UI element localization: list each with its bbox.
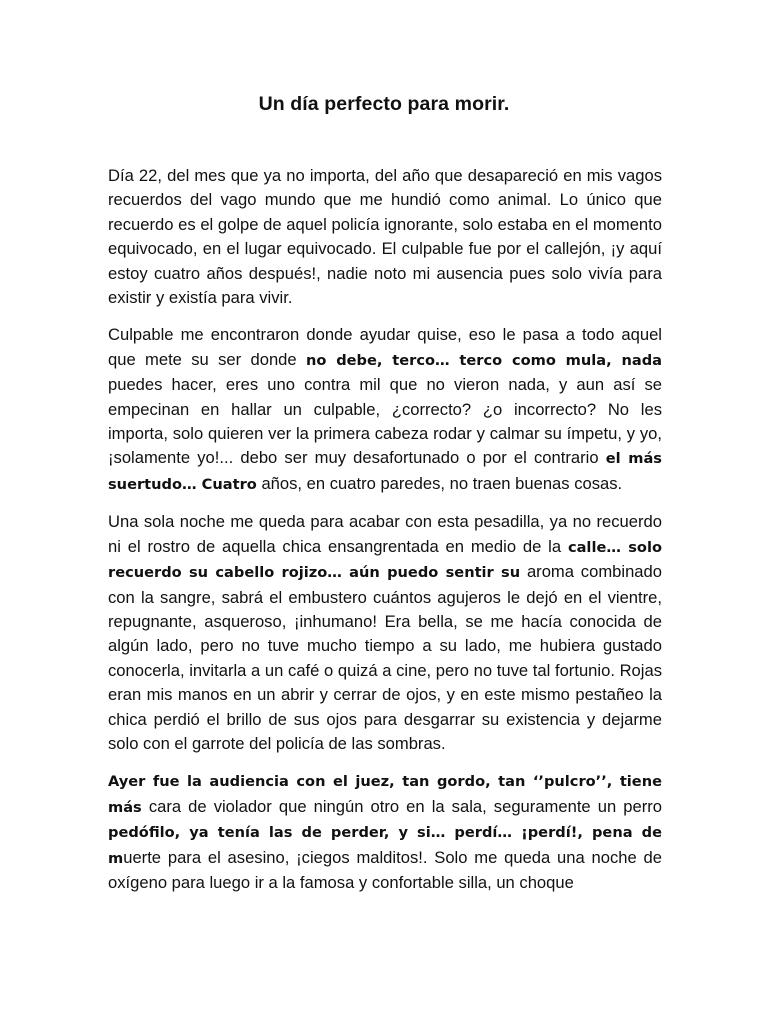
bold-text-run: el más suertudo… Cuatro [108,450,662,493]
bold-text-run: pedófilo, ya tenía las de perder, y si… perdí… ¡perdí!, pena de m [108,824,662,867]
paragraph [108,769,662,895]
text-run: Culpable me encontraron donde ayudar quise, eso le pasa a todo aquel que mete su ser donde [108,325,662,369]
paragraph [108,164,662,310]
text-run: aroma combinado con la sangre, sabrá el embustero cuántos agujeros le dejó en el vientre, repugnante, asqueroso, ¡inhumano! Era bella, se me hacía conocida de algún lado, pero no tuve mucho tiempo a su lado, me hubiera gustado conocerla, invitarla a un café o quizá a cine, pero no tuve tal fortunio. Rojas eran mis manos en un abrir y cerrar de ojos, y en este mismo pestañeo la chica perdió el brillo de sus ojos para desgarrar su existencia y dejarme solo con el garrote del policía de las sombras. [108,562,662,753]
text-run: cara de violador que ningún otro en la sala, seguramente un perro [141,796,662,816]
text-run: Una sola noche me queda para acabar con esta pesadilla, ya no recuerdo ni el rostro de aquella chica ensangrentada en medio de la [108,512,662,556]
document-title: Un día perfecto para morir. [258,93,510,115]
text-run: puedes hacer, eres uno contra mil que no vieron nada, y aun así se empecinan en hallar un culpable, ¿correcto? ¿o incorrecto? No les importa, solo quieren ver la primera cabeza rodar y calmar su ímpetu, y yo, ¡solamente yo!... debo ser muy desafortunado o por el contrario [108,375,662,468]
paragraph [108,510,662,756]
text-run: años, en cuatro paredes, no traen buenas cosas. [256,473,623,493]
bold-text-run: calle… solo recuerdo su cabello rojizo… aún puedo sentir su [108,538,662,582]
paragraph [108,323,662,497]
document-body [108,164,662,908]
text-run: Día 22, del mes que ya no importa, del año que desapareció en mis vagos recuerdos del vago mundo que me hundió como animal. Lo único que recuerdo es el golpe de aquel policía ignorante, solo estaba en el momento equivocado, en el lugar equivocado. El culpable fue por el callejón, ¡y aquí estoy cuatro años después!, nadie noto mi ausencia pues solo vivía para existir y existía para vivir. [108,166,662,308]
bold-text-run: no debe, terco… terco como mula, nada [305,351,662,369]
text-run: uerte para el asesino, ¡ciegos malditos!. Solo me queda una noche de oxígeno para luego ir a la famosa y confortable silla, un choque [108,847,662,892]
bold-text-run: Ayer fue la audiencia con el juez, tan gordo, tan ‘’pulcro’’, tiene más [108,773,662,816]
